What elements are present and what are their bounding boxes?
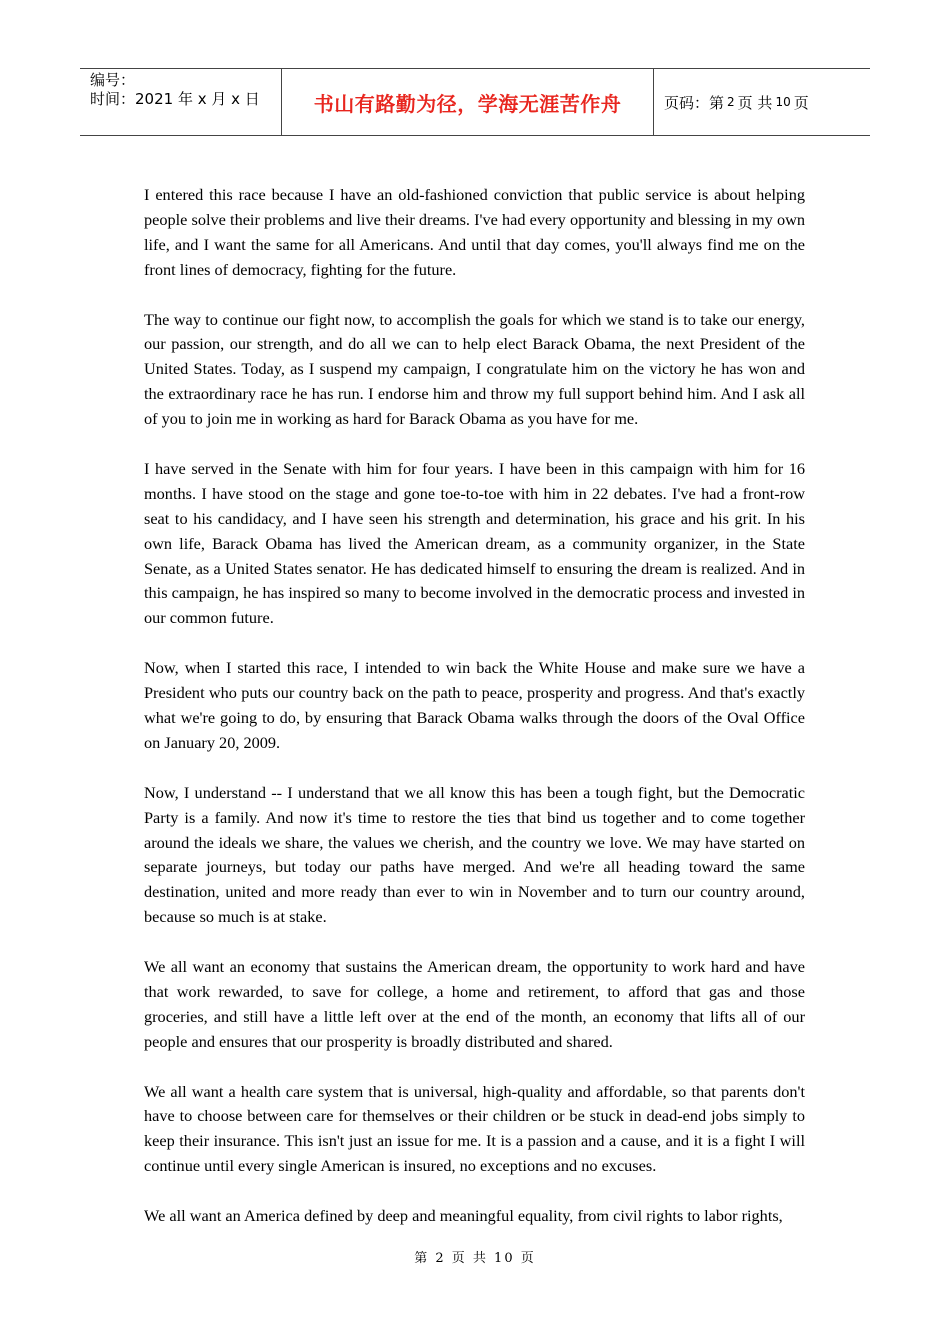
header-page-info [654, 69, 870, 135]
page-footer: 第 2 页 共 10 页 [414, 1251, 536, 1266]
paragraph: Now, when I started this race, I intended to win back the White House and make sure we have a President who puts our country back on the path to peace, prosperity and progress. And that's exactly what we're going to do, by ensuring that Barack Obama walks through the doors of the Oval Office on January 20, 2009. [144, 658, 805, 752]
page-prefix: 页码：第 [664, 93, 725, 112]
time-label: 时间：2021 年 x 月 x 日 [90, 90, 260, 108]
number-label: 编号： [90, 71, 136, 89]
paragraph: We all want an America defined by deep and meaningful equality, from civil rights to labor rights, [144, 1206, 783, 1226]
page-suffix: 页 [793, 93, 809, 112]
header-meta [80, 69, 281, 135]
page-total: 10 [775, 95, 791, 109]
paragraph: Now, I understand -- I understand that we all know this has been a tough fight, but the Democratic Party is a family. And now it's time to restore the ties that bind us together and to come together around the ideals we share, the values we cherish, and the country we love. We may have started on separate journeys, but today our paths have merged. And we're all heading toward the same destination, united and more ready than ever to win in November and to turn our country around, because so much is at stake. [144, 782, 805, 927]
paragraph: I have served in the Senate with him for four years. I have been in this campaign with him for 16 months. I have stood on the stage and gone toe-to-toe with him in 22 debates. I've had a front-row seat to his candidacy, and I have seen his strength and determination, his grace and his grit. In his own life, Barack Obama has lived the American dream, as a community organizer, in the State Senate, as a United States senator. He has dedicated himself to ensuring the dream is realized. And in this campaign, he has inspired so many to become involved in the democratic process and invested in our common future. [144, 458, 805, 628]
paragraph: We all want an economy that sustains the American dream, the opportunity to work hard and have that work rewarded, to save for college, a home and retirement, to afford that gas and those groceries, and still have a little left over at the end of the month, an economy that lifts all of our people and ensures that our prosperity is broadly distributed and shared. [144, 957, 805, 1051]
page-current: 2 [727, 95, 735, 109]
paragraph: The way to continue our fight now, to accomplish the goals for which we stand is to take our energy, our passion, our strength, and do all we can to help elect Barack Obama, the next President of the United States. Today, as I suspend my campaign, I congratulate him on the victory he has won and the extraordinary race he has run. I endorse him and throw my full support behind him. And I ask all of you to join me in working as hard for Barack Obama as you have for me. [144, 309, 805, 429]
page-header [80, 68, 870, 136]
paragraph: We all want a health care system that is universal, high-quality and affordable, so that parents don't have to choose between care for themselves or their children or be stuck in dead-end jobs simply to keep their insurance. This isn't just an issue for me. It is a passion and a cause, and it is a fight I will continue until every single American is insured, no exceptions and no excuses. [144, 1081, 805, 1176]
page-mid: 页 共 [737, 93, 773, 112]
header-motto: 书山有路勤为径，学海无涯苦作舟 [313, 91, 622, 116]
paragraph: I entered this race because I have an old-fashioned conviction that public service is about helping people solve their problems and live their dreams. I've had every opportunity and blessing in my own life, and I want the same for all Americans. And until that day comes, you'll always find me on the front lines of democracy, fighting for the future. [144, 185, 805, 279]
header-motto-cell [281, 69, 654, 135]
document-body [144, 183, 805, 1254]
